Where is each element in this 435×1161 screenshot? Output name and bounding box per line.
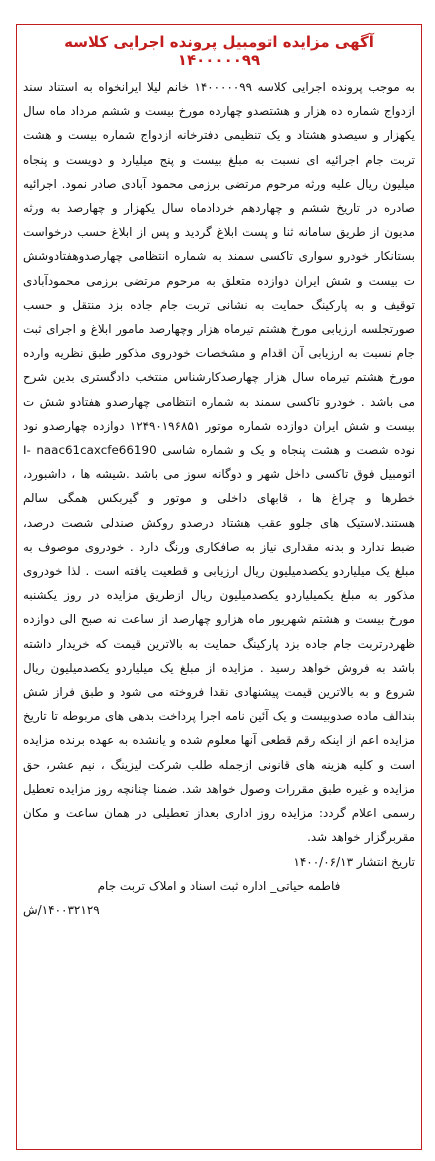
serial-number: ۱۴۰۰۳۲۱۲۹/ش [23, 902, 100, 917]
notice-title: آگهی مزایده اتومبیل پرونده اجرایی کلاسه ۱۴۰۰۰۰۰۹۹ [64, 33, 374, 69]
notice-body: به موجب پرونده اجرایی کلاسه ۱۴۰۰۰۰۰۹۹ خانم لیلا ایرانخواه به استناد سند ازدواج شماره ده هزار و هشتصدو چهارده مورخ بیست و ششم مرداد ماه سال یکهزار و سیصدو هشتاد و یک تنظیمی دفترخانه ازدواج شماره بیست و هشت تربت جام اجرائیه ای نسبت به مبلغ بیست و پنج میلیارد و دویست و پنجاه میلیون ریال علیه ورثه مرحوم مرتضی برزمی محمود آبادی صادر نمود. اجرائیه صادره در تاریخ ششم و چهاردهم خردادماه سال یکهزار و چهارصد به ورثه مدیون از طریق سامانه ثنا و پست ابلاغ گردید و پس از ابلاغ حسب درخواست بستانکار خودرو سواری تاکسی سمند به شماره انتظامی چهارصدوهفتادوشش ت بیست و شش ایران دوازده متعلق به مرحوم مرتضی برزمی محمودآبادی توقیف و به پارکینگ حمایت به نشانی تربت جام جاده بزد منتقل و حسب صورتجلسه ارزیابی مورخ هشتم تیرماه هزار وچهارصد مامور ابلاغ و اجرای ثبت جام نسبت به ارزیابی آن اقدام و مشخصات خودروی مذکور طبق نظریه وارده مورخ هشتم تیرماه سال هزار چهارصدکارشناس منتخب دادگستری بدین شرح می باشد . خودرو تاکسی سمند به شماره انتظامی چهارصدو هفتادو شش ت بیست و شش ایران دوازده شماره موتور ۱۲۴۹۰۱۹۶۸۵۱ دوازده چهارصدو نود نوده شصت و هشت پنجاه و یک و شماره شاسی I- naac61caxcfe66190 اتومبیل فوق تاکسی داخل شهر و دوگانه سوز می باشد .شیشه ها ، داشبورد، خطرها و چراغ ها ، قابهای داخلی و موتور و گیربکس همگی سالم هستند.لاستیک های جلوو عقب هشتاد درصدو روکش صندلی شصت درصد، ضبط ندارد و بدنه مقداری نیاز به صافکاری ورنگ دارد . خودروی موصوف به مبلغ یک میلیاردو یکصدمیلیون ریال ارزیابی و قطعیت یافته است . لذا خودروی مذکور به مبلغ یکمیلیاردو یکصدمیلیون ریال ازطریق مزایده در روز یکشنبه مورخ بیست و هشتم شهریور ماه هزارو چهارصد از ساعت نه صبح الی دوازده ظهردرتربت جام جاده بزد پارکینگ حمایت به بالاترین قیمت که خریدار داشته باشد به فروش خواهد رسید . مزایده از مبلغ یک میلیاردو یکصدمیلیون ریال شروع و به بالاترین قیمت پیشنهادی نقدا فروخته می شود و طبق فراز شش بندالف ماده صدوبیست و یک آئین نامه اجرا پرداخت بدهی های مربوطه تا تاریخ مزایده اعم از اینکه رقم قطعی آنها معلوم شده و یانشده به عهده برنده مزایده است و کلیه هزینه های قانونی ازجمله طلب شرکت لیزینگ ، نیم عشر، حق مزایده و غیره طبق مقررات وصول خواهد شد. ضمنا چنانچه روز مزایده تعطیل رسمی اعلام گردد: مزایده روز اداری بعداز تعطیلی در همان ساعت و مکان مقربرگزار خواهد شد. [22, 80, 415, 845]
signature: فاطمه حیاتی_ اداره ثبت اسناد و املاک تربت جام [97, 878, 341, 893]
publication-date: تاریخ انتشار ۱۴۰۰/۰۶/۱۳ [293, 854, 415, 869]
notice-content [23, 33, 415, 1143]
notice-frame [16, 24, 422, 1150]
